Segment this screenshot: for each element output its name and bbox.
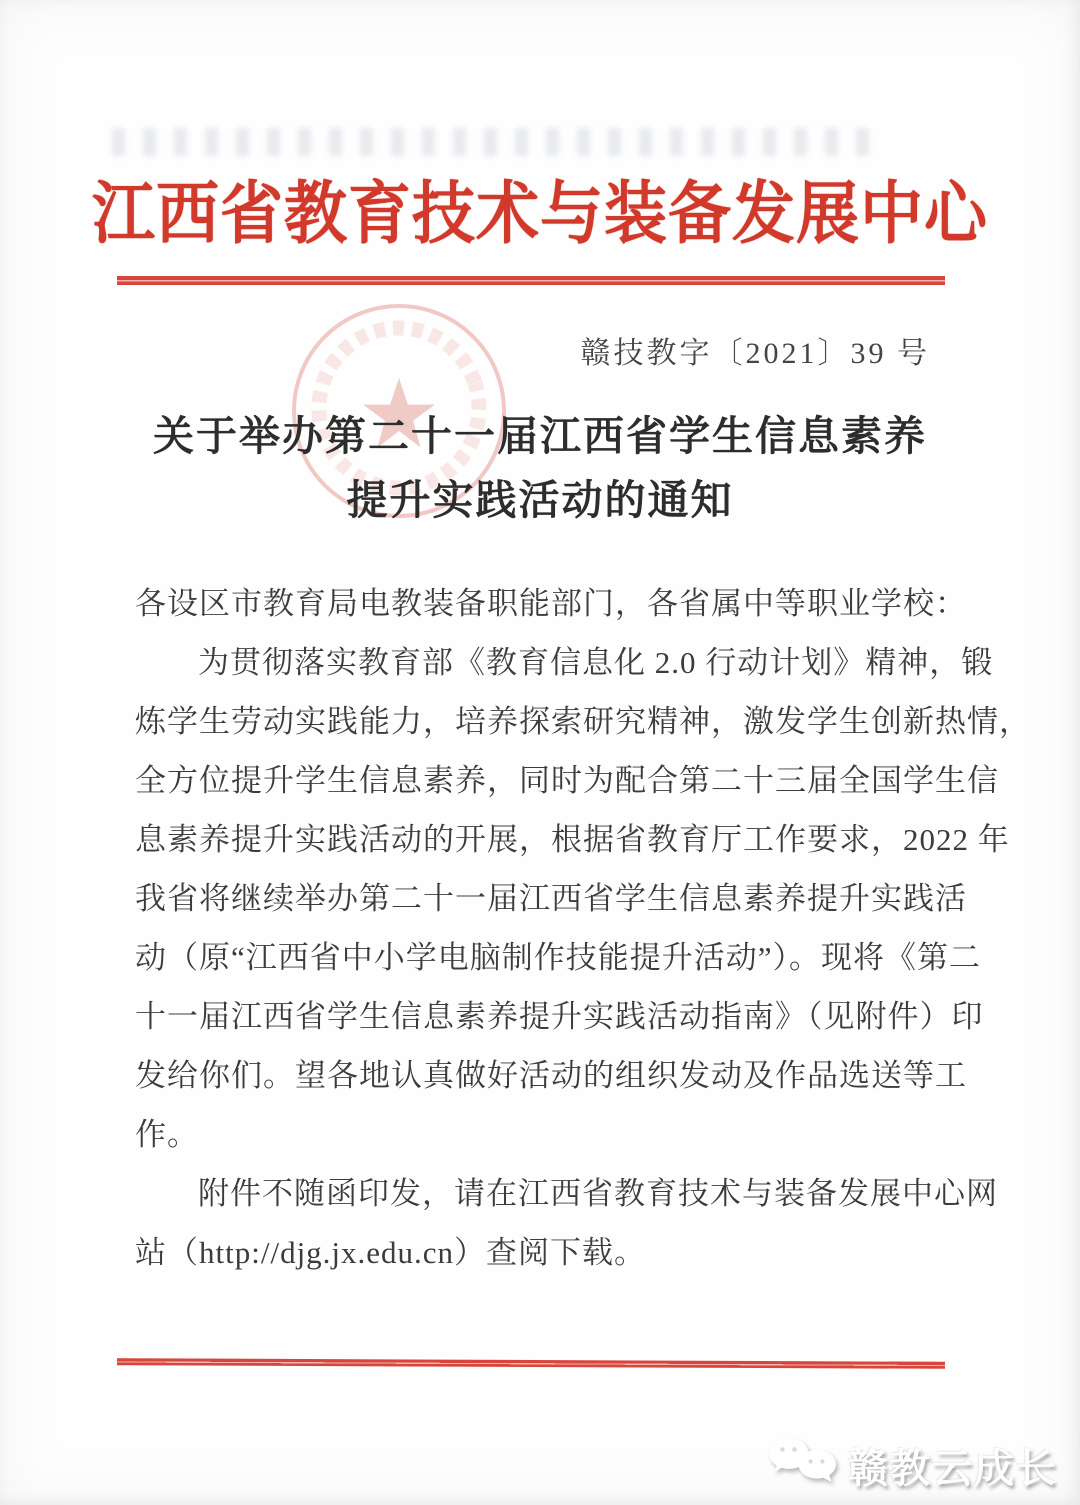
document-reference-number: 赣技教字〔2021〕39 号: [580, 337, 930, 370]
document-body: [135, 574, 1031, 1282]
body-line: 息素养提升实践活动的开展，根据省教育厅工作要求，2022 年: [135, 822, 1010, 857]
bleed-through-artifact: [112, 128, 880, 156]
body-line: 我省将继续举办第二十一届江西省学生信息素养提升实践活: [135, 881, 967, 916]
body-line: 十一届江西省学生信息素养提升实践活动指南》（见附件）印: [135, 999, 984, 1034]
channel-watermark: [767, 1436, 1058, 1494]
document-title-line2: 提升实践活动的通知: [346, 477, 734, 523]
body-line: 发给你们。望各地认真做好活动的组织发动及作品选送等工: [135, 1058, 967, 1093]
body-line: 为贯彻落实教育部《教育信息化 2.0 行动计划》精神，锻: [198, 645, 994, 680]
letterhead-org-name: 江西省教育技术与装备发展中心: [92, 176, 988, 253]
body-line: 作。: [135, 1117, 199, 1152]
document-title: [0, 404, 1080, 532]
letterhead-divider-rule: [117, 276, 945, 285]
watermark-label: 赣教云成长: [848, 1446, 1058, 1491]
wechat-icon: [767, 1436, 841, 1494]
body-line: 炼学生劳动实践能力，培养探索研究精神，激发学生创新热情，: [135, 704, 1031, 739]
salutation-line: 各设区市教育局电教装备职能部门，各省属中等职业学校：: [135, 586, 967, 621]
body-line: 附件不随函印发，请在江西省教育技术与装备发展中心网: [198, 1176, 998, 1211]
body-line: 全方位提升学生信息素养，同时为配合第二十三届全国学生信: [135, 763, 999, 798]
footer-divider-rule: [117, 1358, 945, 1369]
body-line: 动（原“江西省中小学电脑制作技能提升活动”）。现将《第二: [135, 940, 982, 975]
body-line-with-url: 站（http://djg.jx.edu.cn）查阅下载。: [135, 1235, 647, 1270]
document-title-line1: 关于举办第二十一届江西省学生信息素养: [153, 413, 927, 459]
